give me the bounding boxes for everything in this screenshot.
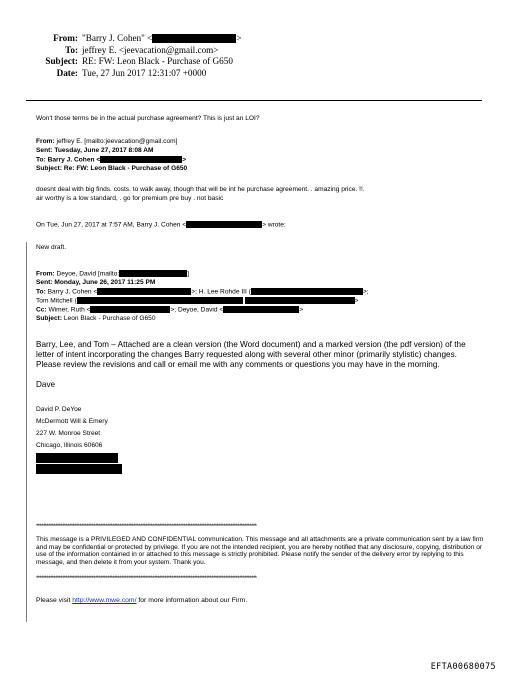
quote-bar: [26, 242, 27, 622]
header-divider: [26, 100, 482, 101]
signature-city: Chicago, Illinois 60606: [36, 442, 103, 449]
redaction-box: [100, 156, 182, 163]
disclaimer-stars-bottom: *******************************************************************************************************************************: [36, 576, 257, 582]
header-to-value: jeffrey E. <jeevacation@gmail.com>: [82, 44, 219, 55]
msg2-subject: Subject: Re: FW: Leon Black - Purchase of G650: [36, 165, 188, 172]
msg2-sent: Sent: Tuesday, June 27, 2017 8:08 AM: [36, 147, 154, 154]
redaction-box: [119, 270, 187, 277]
new-draft: New draft.: [36, 244, 67, 251]
redaction-box: [152, 34, 236, 43]
reply-body: Won't those terms be in the actual purchase agreement? This is just an LOI?: [36, 115, 260, 122]
signature-name: David P. DeYoe: [36, 406, 82, 413]
msg2-to: To: Barry J. Cohen < >: [36, 156, 187, 164]
redaction-box: [186, 221, 262, 228]
header-subject-value: RE: FW: Leon Black - Purchase of G650: [82, 56, 233, 67]
header-date-row: [0, 68, 242, 80]
msg3-cc: Cc: Wimer, Ruth < >; Deyoe, David < >: [36, 306, 304, 314]
msg2-body-line1: doesnt deal with big finds. costs. to walk away, though that will be int he purchase agreement. . amazing price. !!.: [36, 186, 365, 193]
msg2-body-line2: air worthy is a low standard, . go for premium pre buy . not basic: [36, 195, 224, 202]
redaction-box: [251, 288, 363, 295]
header-subject-label: Subject:: [45, 56, 78, 67]
header-from-row: From: "Barry J. Cohen" < >: [0, 33, 242, 45]
msg3-to-line2: Tom Mitchell ( >: [36, 297, 359, 305]
header-subject-row: [0, 56, 242, 68]
wrote-line: On Tue, Jun 27, 2017 at 7:57 AM, Barry J. Cohen < > wrote:: [36, 221, 286, 229]
header-from-value: "Barry J. Cohen" <: [82, 33, 153, 43]
bates-number: EFTA00680075: [430, 661, 496, 671]
redaction-box: [36, 464, 122, 474]
header-date-value: Tue, 27 Jun 2017 12:31:07 +0000: [82, 67, 207, 78]
header-date-label: Date:: [56, 67, 78, 78]
msg3-from: From: Deyoe, David [mailto: ]: [36, 270, 190, 278]
signature-street: 227 W. Monroe Street: [36, 430, 101, 437]
header-to-label: To:: [65, 44, 78, 55]
email-header: [0, 33, 242, 79]
disclaimer-text: This message is a PRIVILEGED AND CONFIDENTIAL communication. This message and all attachments are a private communication sent by a law firm and may be confidential or protected by privilege. If you are not the intended recipient, you are hereby notified that any disclosure, copying, distribution or use of the information contained in or attached to this message is strictly prohibited. Please notify the sender of the delivery error by replying to this message, and then delete it from your system. Thank you.: [36, 536, 484, 566]
msg2-from: From: jeffrey E. [mailto:jeevacation@gmail.com]: [36, 138, 178, 145]
signature-firm: McDermott Will & Emery: [36, 418, 108, 425]
msg3-subject: Subject: Leon Black - Purchase of G650: [36, 315, 156, 322]
redaction-box: [36, 453, 118, 463]
letter-paragraph: Barry, Lee, and Tom – Attached are a clean version (the Word document) and a marked version (the pdf version) of the letter of intent incorporating the changes Barry requested along with several other minor (primarily stylistic) changes. Please review the revisions and call or email me with any comments or questions you may have in the morning.: [36, 340, 466, 370]
redaction-box: [77, 297, 243, 304]
msg3-sent: Sent: Monday, June 26, 2017 11:25 PM: [36, 279, 156, 286]
redaction-box: [245, 297, 355, 304]
redaction-box: [223, 306, 299, 313]
firm-website-link[interactable]: http://www.mwe.com/: [72, 597, 137, 604]
disclaimer-stars-top: *******************************************************************************************************************************: [36, 524, 257, 530]
msg3-to: To: Barry J. Cohen < >; H. Lee Rohde III ( >;: [36, 288, 369, 296]
visit-line: Please visit http://www.mwe.com/ for more information about our Firm.: [36, 597, 248, 604]
redaction-box: [97, 288, 191, 295]
header-to-row: [0, 45, 242, 57]
header-from-label: From:: [53, 33, 78, 43]
letter-signoff: Dave: [36, 380, 56, 389]
redaction-box: [90, 306, 170, 313]
